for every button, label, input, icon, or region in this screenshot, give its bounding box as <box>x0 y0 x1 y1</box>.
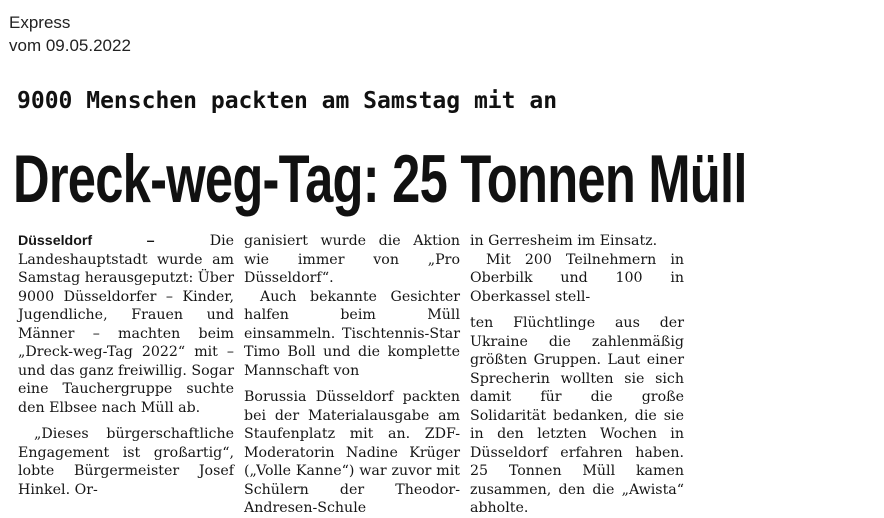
article-column-1 <box>18 232 234 499</box>
paragraph: Auch bekannte Gesichter halfen beim Müll einsammeln. Tischtennis-Star Timo Boll und die komplette Mannschaft von <box>244 288 460 379</box>
paragraph: ganisiert wurde die Aktion wie immer von „Pro Düsseldorf“. <box>244 233 460 286</box>
publication-name: Express <box>9 13 71 32</box>
publication-date: vom 09.05.2022 <box>9 36 131 55</box>
paragraph: in Gerresheim im Einsatz. <box>470 233 658 249</box>
dateline: Düsseldorf – <box>18 233 155 249</box>
paragraph: Borussia Düsseldorf packten bei der Materialausgabe am Staufenplatz mit an. ZDF-Moderatorin Nadine Krüger („Volle Kanne“) war zuvor mit Schülern der Theodor-Andresen-Schule <box>244 389 460 516</box>
paragraph: Mit 200 Teilnehmern in Oberbilk und 100 in Oberkassel stell- <box>470 251 684 305</box>
article-headline: Dreck-weg-Tag: 25 Tonnen Müll <box>13 141 747 217</box>
article-column-3 <box>470 232 684 518</box>
source-info <box>9 11 131 57</box>
article-column-2 <box>244 232 460 518</box>
paragraph: ten Flüchtlinge aus der Ukraine die zahlenmäßig größten Gruppen. Laut einer Sprecherin wollten sie sich damit für die große Solidarität bedanken, die sie in den letzten Wochen in Düsseldorf erfahren haben. 25 Tonnen Müll kamen zusammen, den die „Awista“ abholte. <box>470 315 684 516</box>
paragraph-text: Die Landeshauptstadt wurde am Samstag herausgeputzt: Über 9000 Düsseldorfer – Kinder, Jugendliche, Frauen und Männer – machten beim „Dreck-weg-Tag 2022“ mit – und das ganz freiwillig. Sogar eine Tauchergruppe suchte den Elbsee nach Müll ab. <box>18 233 235 416</box>
paragraph: „Dieses bürgerschaftliche Engagement ist großartig“, lobte Bürgermeister Josef Hinkel. Or- <box>18 426 234 498</box>
article-kicker: 9000 Menschen packten am Samstag mit an <box>17 88 558 114</box>
paragraph <box>18 232 234 417</box>
